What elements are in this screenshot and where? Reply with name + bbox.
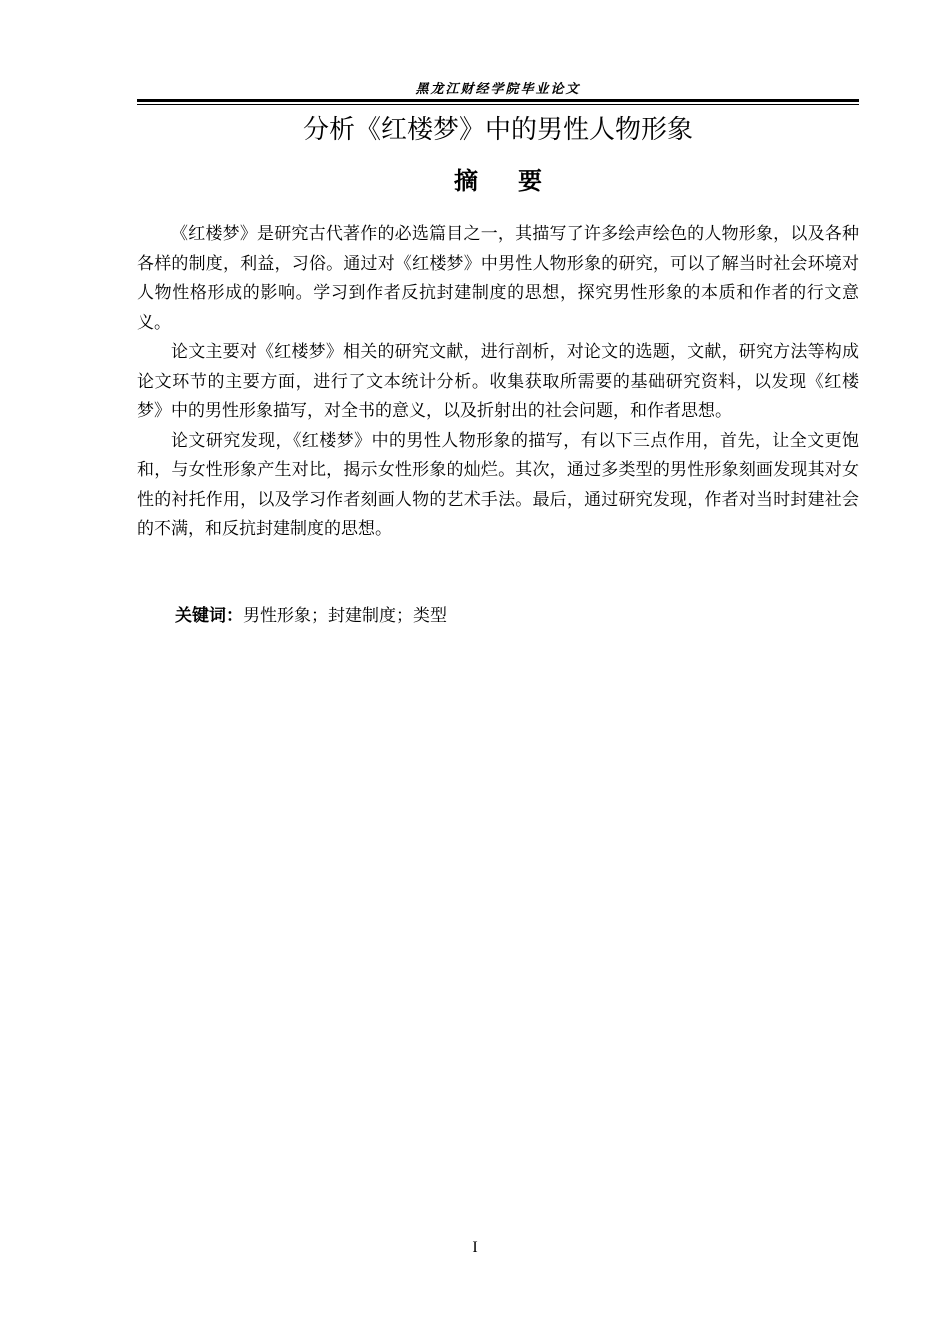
abstract-paragraph-2: 论文主要对《红楼梦》相关的研究文献，进行剖析，对论文的选题，文献，研究方法等构成论文环节的主要方面，进行了文本统计分析。收集获取所需要的基础研究资料，以发现《红楼梦》中的男性形象描写，对全书的意义，以及折射出的社会问题，和作者思想。	[137, 342, 859, 421]
header-rule-thick	[137, 99, 859, 102]
keywords-value: 男性形象；封建制度；类型	[243, 606, 447, 626]
keywords-label: 关键词：	[175, 606, 243, 626]
header-rule-thin	[137, 104, 859, 105]
abstract-heading: 摘要	[454, 167, 582, 195]
running-header: 黑龙江财经学院毕业论文	[415, 82, 581, 97]
abstract-body	[137, 220, 859, 545]
paper-title: 分析《红楼梦》中的男性人物形象	[302, 115, 693, 145]
abstract-paragraph-3: 论文研究发现，《红楼梦》中的男性人物形象的描写，有以下三点作用，首先，让全文更饱和，与女性形象产生对比，揭示女性形象的灿烂。其次，通过多类型的男性形象刻画发现其对女性的衬托作用，以及学习作者刻画人物的艺术手法。最后，通过研究发现，作者对当时封建社会的不满，和反抗封建制度的思想。	[137, 430, 859, 539]
abstract-paragraph-1: 《红楼梦》是研究古代著作的必选篇目之一，其描写了许多绘声绘色的人物形象，以及各种各样的制度，利益，习俗。通过对《红楼梦》中男性人物形象的研究，可以了解当时社会环境对人物性格形成的影响。学习到作者反抗封建制度的思想，探究男性形象的本质和作者的行文意义。	[137, 224, 859, 333]
keywords-line	[175, 602, 447, 631]
page-number: I	[472, 1239, 478, 1256]
